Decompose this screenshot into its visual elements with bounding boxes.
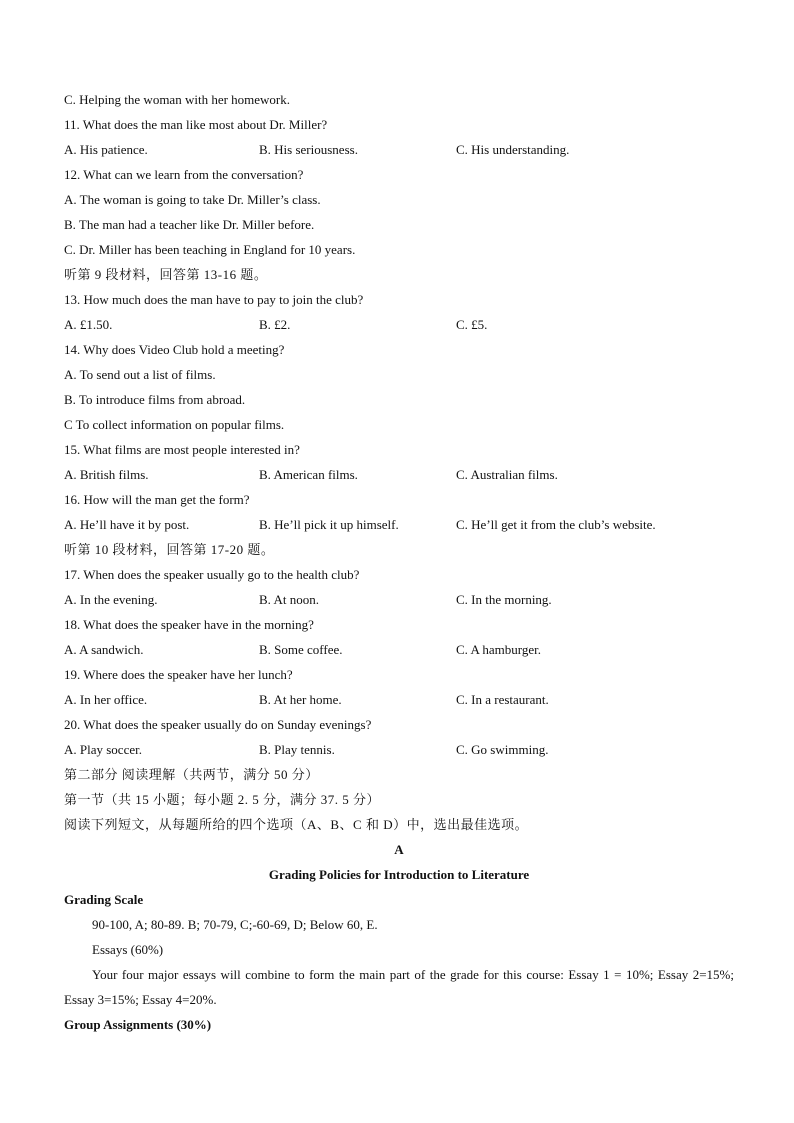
- text-line: B. The man had a teacher like Dr. Miller before.: [64, 217, 315, 232]
- answer-option: C. His understanding.: [456, 142, 570, 157]
- text-line: A. The woman is going to take Dr. Miller’s class.: [64, 192, 321, 207]
- group-assignments-heading: Group Assignments (30%): [64, 1017, 212, 1032]
- text-line: 14. Why does Video Club hold a meeting?: [64, 342, 285, 357]
- answer-option: C. He’ll get it from the club’s website.: [456, 517, 656, 532]
- text-line: 第二部分 阅读理解（共两节，满分 50 分）: [64, 767, 319, 782]
- answer-options-row: [64, 587, 734, 612]
- text-line: B. To introduce films from abroad.: [64, 392, 246, 407]
- answer-option: B. Some coffee.: [259, 642, 343, 657]
- answer-option: B. His seriousness.: [259, 142, 358, 157]
- answer-option: C. A hamburger.: [456, 642, 541, 657]
- answer-options-row: [64, 462, 734, 487]
- essays-text: Your four major essays will combine to form the main part of the grade for this course: Essay 1 = 10%; Essay 2=15%; Essay 3=15%; Essay 4=20%.: [64, 967, 734, 1007]
- text-line: 16. How will the man get the form?: [64, 492, 250, 507]
- answer-option: A. £1.50.: [64, 317, 113, 332]
- text-line: A. To send out a list of films.: [64, 367, 216, 382]
- answer-options-row: [64, 687, 734, 712]
- answer-options-row: [64, 512, 734, 537]
- answer-option: A. His patience.: [64, 142, 148, 157]
- answer-option: B. At noon.: [259, 592, 319, 607]
- text-line: 20. What does the speaker usually do on Sunday evenings?: [64, 717, 372, 732]
- answer-option: C. £5.: [456, 317, 488, 332]
- text-line: C To collect information on popular films.: [64, 417, 285, 432]
- text-line: 19. Where does the speaker have her lunch?: [64, 667, 293, 682]
- text-line: 13. How much does the man have to pay to join the club?: [64, 292, 364, 307]
- text-line: 18. What does the speaker have in the morning?: [64, 617, 314, 632]
- text-line: 听第 9 段材料，回答第 13-16 题。: [64, 267, 268, 282]
- answer-option: A. British films.: [64, 467, 149, 482]
- text-line: 第一节（共 15 小题；每小题 2. 5 分，满分 37. 5 分）: [64, 792, 381, 807]
- answer-option: B. £2.: [259, 317, 291, 332]
- answer-option: A. He’ll have it by post.: [64, 517, 190, 532]
- question-lines: [64, 87, 734, 837]
- answer-options-row: [64, 737, 734, 762]
- text-line: 11. What does the man like most about Dr. Miller?: [64, 117, 328, 132]
- grading-scale-heading: Grading Scale: [64, 892, 144, 907]
- exam-page: [64, 87, 734, 1037]
- answer-option: C. Australian films.: [456, 467, 558, 482]
- text-line: 阅读下列短文，从每题所给的四个选项（A、B、C 和 D）中，选出最佳选项。: [64, 817, 529, 832]
- text-line: 15. What films are most people interested in?: [64, 442, 300, 457]
- answer-option: A. In the evening.: [64, 592, 158, 607]
- answer-option: C. In a restaurant.: [456, 692, 549, 707]
- text-line: C. Helping the woman with her homework.: [64, 92, 291, 107]
- passage-title: Grading Policies for Introduction to Literature: [268, 867, 530, 882]
- answer-option: B. At her home.: [259, 692, 342, 707]
- passage-letter: A: [394, 842, 404, 857]
- answer-option: A. A sandwich.: [64, 642, 144, 657]
- answer-option: C. Go swimming.: [456, 742, 549, 757]
- answer-options-row: [64, 637, 734, 662]
- answer-option: A. In her office.: [64, 692, 148, 707]
- answer-options-row: [64, 312, 734, 337]
- grading-scale-text: 90-100, A; 80-89. B; 70-79, C;-60-69, D; Below 60, E.: [92, 917, 378, 932]
- text-line: 17. When does the speaker usually go to the health club?: [64, 567, 360, 582]
- text-line: 12. What can we learn from the conversation?: [64, 167, 304, 182]
- answer-option: B. American films.: [259, 467, 358, 482]
- essays-heading: Essays (60%): [92, 942, 164, 957]
- answer-option: A. Play soccer.: [64, 742, 142, 757]
- answer-option: B. Play tennis.: [259, 742, 335, 757]
- text-line: 听第 10 段材料，回答第 17-20 题。: [64, 542, 275, 557]
- text-line: C. Dr. Miller has been teaching in England for 10 years.: [64, 242, 356, 257]
- answer-option: C. In the morning.: [456, 592, 552, 607]
- answer-option: B. He’ll pick it up himself.: [259, 517, 399, 532]
- answer-options-row: [64, 137, 734, 162]
